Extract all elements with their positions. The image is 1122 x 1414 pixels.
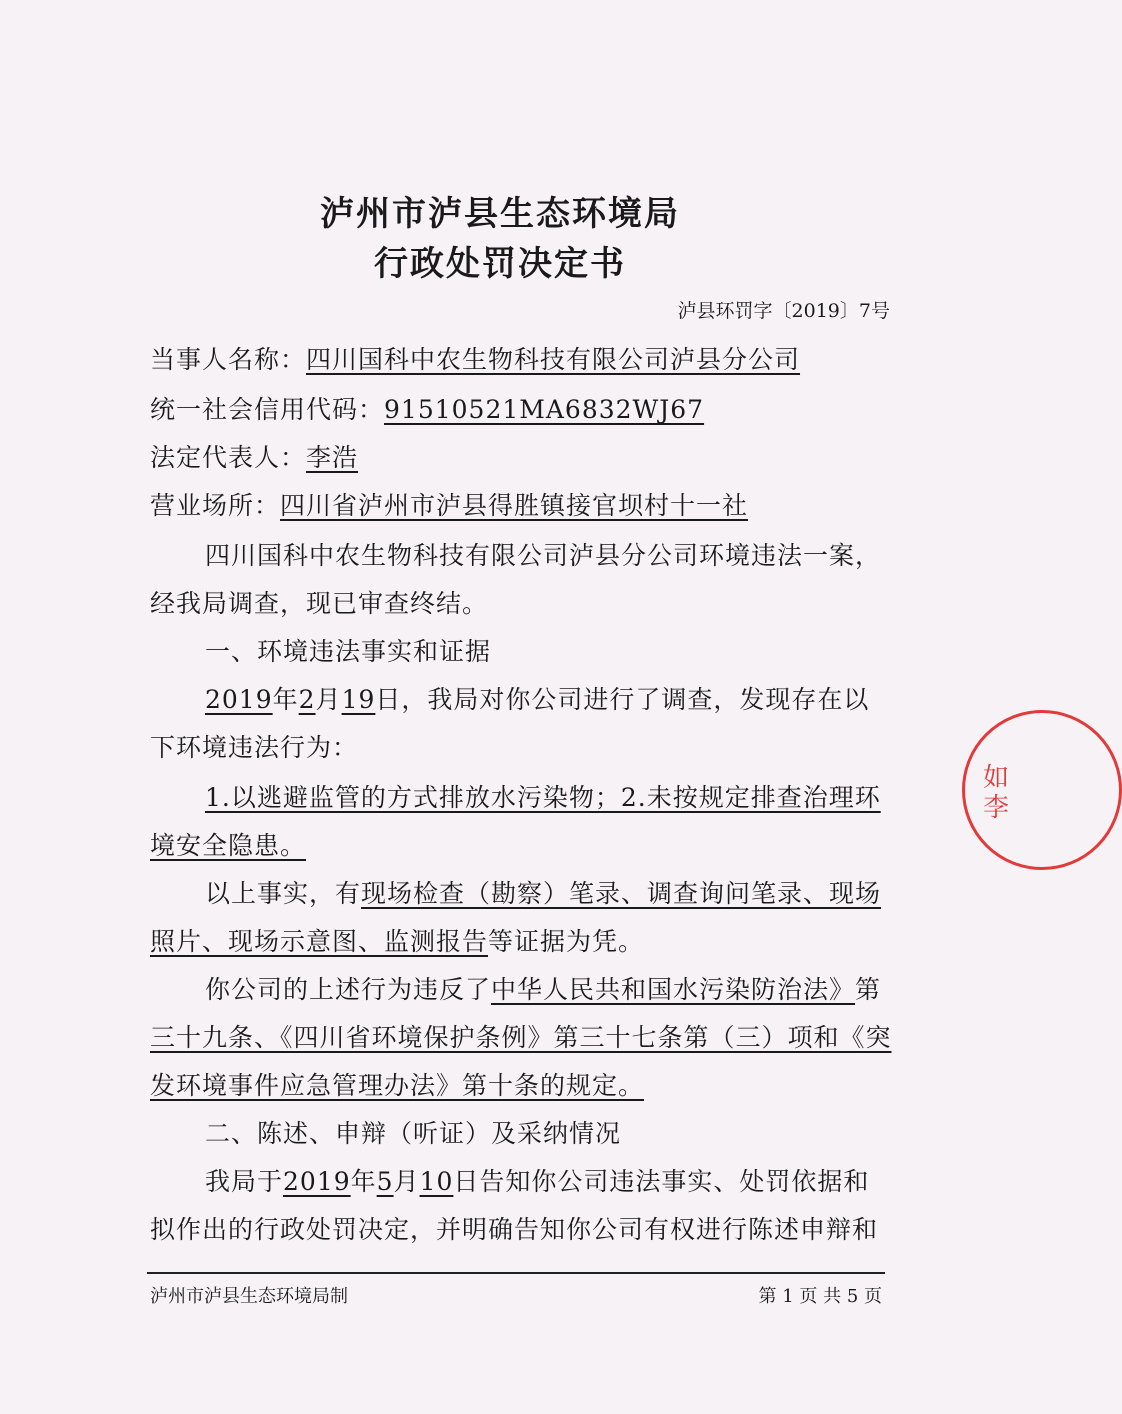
law-line1 [205, 970, 881, 1006]
section2-heading: 二、陈述、申辩（听证）及采纳情况 [205, 1119, 622, 1148]
investigation-rest: 日，我局对你公司进行了调查，发现存在以 [375, 685, 870, 714]
intro-line2: 经我局调查，现已审查终结。 [150, 589, 489, 618]
party-name-row [150, 340, 800, 376]
investigation-month: 2 [298, 685, 316, 714]
notice-month: 5 [376, 1167, 394, 1196]
investigation-line2: 下环境违法行为： [150, 733, 359, 762]
party-name-label: 当事人名称： [150, 345, 307, 374]
notice-year-unit: 年 [350, 1167, 377, 1196]
title-line2: 行政处罚决定书 [374, 244, 626, 284]
footer-page-info: 第 1 页 共 5 页 [758, 1286, 882, 1307]
notice-line2: 拟作出的行政处罚决定，并明确告知你公司有权进行陈述申辩和 [150, 1215, 879, 1244]
section1-heading: 一、环境违法事实和证据 [205, 637, 492, 666]
intro-line1: 四川国科中农生物科技有限公司泸县分公司环境违法一案， [205, 541, 882, 570]
address-label: 营业场所： [150, 491, 281, 520]
month-unit: 月 [315, 685, 342, 714]
law-line3: 发环境事件应急管理办法》第十条的规定。 [150, 1071, 645, 1100]
credit-code-label: 统一社会信用代码： [150, 395, 385, 424]
law-prefix: 你公司的上述行为违反了 [205, 975, 492, 1004]
footer-divider [147, 1272, 885, 1274]
legal-rep-value: 李浩 [306, 443, 359, 472]
legal-rep-row [150, 438, 358, 474]
document-number: 泸县环罚字〔2019〕7号 [677, 300, 890, 322]
title-line1: 泸州市泸县生态环境局 [320, 194, 680, 234]
violations-line1: 1.以逃避监管的方式排放水污染物；2.未按规定排查治理环 [205, 783, 881, 812]
evidence-list-part2: 照片、现场示意图、监测报告 [150, 927, 489, 956]
law-line2: 三十九条、《四川省环境保护条例》第三十七条第（三）项和《突 [150, 1023, 892, 1052]
address-row [150, 486, 748, 522]
evidence-line2 [150, 922, 644, 958]
violations-line2: 境安全隐患。 [150, 831, 307, 860]
notice-line1 [205, 1162, 869, 1198]
notice-prefix: 我局于 [205, 1167, 284, 1196]
credit-code-value: 91510521MA6832WJ67 [384, 395, 705, 424]
party-name-value: 四川国科中农生物科技有限公司泸县分公司 [306, 345, 801, 374]
footer-issuer: 泸州市泸县生态环境局制 [150, 1286, 348, 1307]
evidence-suffix: 等证据为凭。 [488, 927, 645, 956]
notice-year: 2019 [283, 1167, 351, 1196]
law-suffix: 第 [855, 975, 882, 1004]
official-seal-stamp: 如 李 [962, 710, 1122, 870]
address-value: 四川省泸州市泸县得胜镇接官坝村十一社 [280, 491, 749, 520]
investigation-day: 19 [341, 685, 376, 714]
investigation-year: 2019 [205, 685, 273, 714]
evidence-prefix: 以上事实，有 [205, 879, 362, 908]
evidence-list-part1: 现场检查（勘察）笔录、调查询问笔录、现场 [361, 879, 882, 908]
notice-month-unit: 月 [393, 1167, 420, 1196]
notice-rest: 日告知你公司违法事实、处罚依据和 [453, 1167, 870, 1196]
year-unit: 年 [272, 685, 299, 714]
legal-rep-label: 法定代表人： [150, 443, 307, 472]
notice-day: 10 [419, 1167, 454, 1196]
credit-code-row [150, 390, 704, 426]
evidence-line1 [205, 874, 881, 910]
investigation-line1 [205, 680, 869, 716]
law-name: 中华人民共和国水污染防治法》 [491, 975, 856, 1004]
